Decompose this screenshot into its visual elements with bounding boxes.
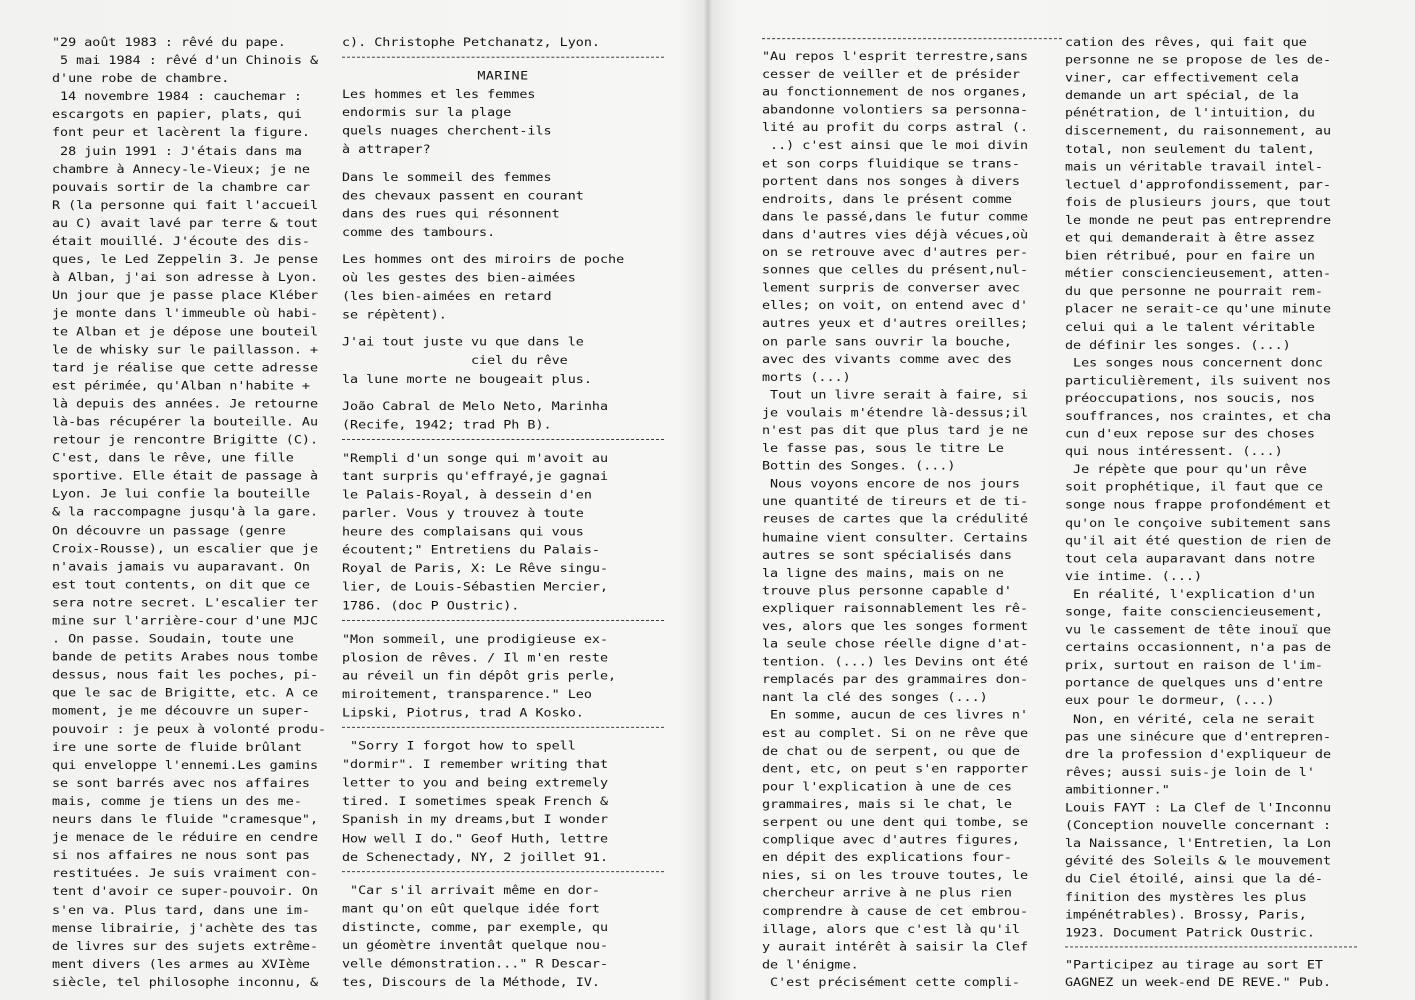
text-line: João Cabral de Melo Neto, Marinha: [342, 400, 609, 414]
text-line: au fonctionnement de nos organes,: [762, 86, 1029, 100]
text-line: ambitionner.": [1065, 784, 1170, 798]
text-line: dans des rues qui résonnent: [342, 207, 560, 222]
text-line: illage, alors que c'est là qu'il: [762, 923, 1020, 936]
text-line: je voulais m'étendre là-dessus;il: [762, 406, 1029, 420]
text-line: du Ciel étoilé, ainsi que la dé-: [1065, 873, 1323, 887]
text-line: & la raccompagne jusqu'à la gare.: [52, 506, 319, 520]
text-line: portance de quelques uns d'entre: [1065, 677, 1323, 691]
text-line: font peur et lacèrent la figure.: [52, 126, 310, 140]
text-line: (Conception nouvelle concernant :: [1065, 819, 1332, 833]
text-line: "Sorry I forgot how to spell: [342, 740, 576, 754]
text-line: Dans le sommeil des femmes: [342, 170, 552, 185]
text-line: mant qu'on eût quelque idée fort: [342, 902, 600, 916]
text-line: tard je réalise que cette adresse: [52, 361, 319, 375]
dashed-divider: [342, 439, 664, 449]
text-line: GAGNEZ un week-end DE REVE." Pub.: [1065, 976, 1332, 990]
text-line: avec des vivants comme avec des: [762, 353, 1012, 367]
text-line: le monde ne peut pas entreprendre: [1065, 214, 1332, 228]
text-line: nies, si on les trouve toutes, le: [762, 869, 1029, 883]
text-line: tired. I sometimes speak French &: [342, 795, 609, 809]
text-line: Les songes nous concernent donc: [1065, 357, 1323, 370]
text-line: moment, je me découvre un super-: [52, 705, 310, 719]
text-line: abandonne volontiers sa personna-: [762, 104, 1029, 117]
text-line: letter to you and being extremely: [342, 777, 609, 791]
text-line: rêves; aussi suis-je loin de l': [1065, 766, 1315, 780]
text-line: restituées. Je suis vraiment con-: [52, 868, 319, 881]
text-line: (les bien-aimées en retard: [342, 290, 552, 304]
text-line: personne ne se propose de les de-: [1065, 54, 1332, 67]
text-line: au C) avait lavé par terre & tout: [52, 217, 319, 231]
text-line: à Alban, j'ai son adresse à Lyon.: [52, 271, 319, 285]
text-line: particulièrement, ils suivent nos: [1065, 374, 1332, 388]
text-line: placer ne serait-ce qu'une minute: [1065, 303, 1332, 317]
text-line: On découvre un passage (genre: [52, 524, 286, 538]
text-line: velle démonstration..." R Descar-: [342, 958, 609, 972]
text-line: est périmée, qu'Alban n'habite +: [52, 380, 310, 393]
text-line: tant surpris qu'effrayé,je gagnai: [342, 470, 609, 484]
text-line: Les hommes ont des miroirs de poche: [342, 253, 625, 267]
text-line: du que personne ne pourrait rem-: [1065, 285, 1323, 299]
text-line: bien rétribué, pour en faire un: [1065, 250, 1315, 263]
text-line: tout cela auparavant dans notre: [1065, 552, 1315, 566]
text-line: nant la clé des songes (...): [762, 691, 988, 705]
text-line: se répètent).: [342, 308, 447, 323]
text-line: chercheur arrive à ne plus rien: [762, 887, 1012, 901]
text-line: "Au repos l'esprit terrestre,sans: [762, 50, 1029, 64]
text-line: lier, de Louis-Sébastien Mercier,: [342, 581, 609, 595]
text-line: ves, alors que les songes forment: [762, 620, 1029, 634]
text-line: mense librairie, j'achète des tas: [52, 922, 319, 936]
text-line: dent, etc, on peut s'en rapporter: [762, 763, 1029, 776]
text-line: quels nuages cherchent-ils: [342, 125, 552, 139]
text-line: est au complet. Si on ne rêve que: [762, 727, 1029, 741]
text-line: on se retrouve avec d'autres per-: [762, 246, 1029, 260]
text-line: écoutent;" Entretiens du Palais-: [342, 544, 600, 558]
text-line: C'est, dans le rêve, une fille: [52, 452, 294, 466]
text-line: préoccupations, nos soucis, nos: [1065, 392, 1315, 406]
text-line: sonnes que celles du présent,nul-: [762, 264, 1029, 278]
text-line: Spanish in my dreams,but I wonder: [342, 813, 609, 828]
text-line: au réveil un fin dépôt gris perle,: [342, 669, 617, 684]
text-line: de Schenectady, NY, 2 joillet 91.: [342, 850, 609, 864]
text-line: "Mon sommeil, une prodigieuse ex-: [342, 632, 609, 647]
dashed-divider: [342, 620, 664, 630]
text-line: où les gestes des bien-aimées: [342, 272, 576, 286]
text-line: Louis FAYT : La Clef de l'Inconnu: [1065, 802, 1332, 815]
text-line: soit prophétique, il faut que ce: [1065, 481, 1323, 495]
text-line: ..) c'est ainsi que le moi divin: [762, 139, 1029, 153]
text-line: finition des mystères les plus: [1065, 891, 1307, 904]
dashed-divider: [342, 871, 664, 881]
text-line: n'avais jamais vu auparavant. On: [52, 560, 310, 574]
text-line: En réalité, l'explication d'un: [1065, 588, 1315, 602]
text-line: escargots en papier, plats, qui: [52, 108, 302, 122]
text-line: (Recife, 1942; trad Ph B).: [342, 418, 552, 432]
text-line: complique avec d'autres figures,: [762, 834, 1020, 847]
text-line: mine sur l'arrière-cour d'une MJC: [52, 614, 319, 628]
text-line: J'ai tout juste vu que dans le: [342, 336, 584, 350]
text-line: eux pour le dormeur, (...): [1065, 695, 1275, 708]
text-line: qu'il ait été question de rien de: [1065, 535, 1332, 548]
text-line: sportive. Elle était de passage à: [52, 470, 319, 484]
text-line: ciel du rêve: [342, 354, 568, 368]
text-line: cation des rêves, qui fait que: [1065, 36, 1307, 50]
text-line: R (la personne qui fait l'accueil: [52, 199, 319, 213]
text-line: le Palais-Royal, à dessein d'en: [342, 488, 592, 503]
text-line: total, non seulement du talent,: [1065, 143, 1315, 157]
text-line: siècle, tel philosophe inconnu, &: [52, 976, 319, 990]
text-line: et son corps fluidique se trans-: [762, 157, 1020, 171]
text-line: fois de plusieurs jours, que tout: [1065, 196, 1332, 210]
text-line: "Car s'il arrivait même en dor-: [342, 884, 600, 898]
paragraph-gap: [342, 389, 664, 398]
paragraph-gap: [342, 160, 664, 169]
text-line: plosion de rêves. / Il m'en reste: [342, 651, 609, 665]
text-line: Croix-Rousse), un escalier que je: [52, 542, 319, 556]
text-line: 1786. (doc P Oustric).: [342, 599, 520, 613]
dashed-divider: [1065, 946, 1357, 956]
text-line: ire une sorte de fluide brûlant: [52, 741, 302, 755]
text-line: pouvoir : je peux à volonté produ-: [52, 723, 327, 737]
text-line: Tout un livre serait à faire, si: [762, 389, 1029, 402]
text-line: métier consciencieusement, atten-: [1065, 268, 1332, 281]
dashed-divider: [342, 57, 664, 67]
text-line: le fasse pas, sous le titre Le: [762, 442, 1004, 456]
text-line: la Naissance, l'Entretien, la Lon: [1065, 837, 1332, 851]
text-line: comme des tambours.: [342, 226, 496, 240]
text-line: sera notre secret. L'escalier ter: [52, 596, 319, 610]
text-line: grammaires, mais si le chat, le: [762, 798, 1012, 812]
text-line: c). Christophe Petchanatz, Lyon.: [342, 36, 600, 50]
text-line: C'est précisément cette compli-: [762, 976, 1020, 990]
text-line: se sont barrés avec nos affaires: [52, 777, 310, 791]
text-line: la lune morte ne bougeait plus.: [342, 373, 592, 387]
text-line: heure des complaisans qui vous: [342, 525, 584, 539]
text-line: s'en va. Plus tard, dans une im-: [52, 904, 310, 918]
text-line: de l'énigme.: [762, 958, 859, 972]
text-line: dans le passé,dans le futur comme: [762, 211, 1029, 224]
text-line: est tout contents, on dit que ce: [52, 578, 310, 592]
text-line: Royal de Paris, X: Le Rêve singu-: [342, 562, 609, 576]
text-line: là depuis des années. Je retourne: [52, 398, 319, 411]
text-line: Les hommes et les femmes: [342, 88, 536, 102]
text-line: mais un véritable travail intel-: [1065, 161, 1323, 174]
text-line: qui nous intéressent. (...): [1065, 446, 1283, 459]
text-line: était mouillé. J'écoute des dis-: [52, 235, 310, 249]
text-line: viner, car effectivement cela: [1065, 72, 1299, 85]
text-line: à attraper?: [342, 143, 431, 157]
text-line: songe, faite consciencieusement,: [1065, 606, 1323, 619]
text-line: endormis sur la plage: [342, 106, 512, 120]
text-line: pouvais sortir de la chambre car: [52, 181, 310, 195]
text-line: serpent ou une dent qui tombe, se: [762, 816, 1029, 830]
text-line: pénétration, de l'intuition, du: [1065, 107, 1315, 121]
text-line: certains occasionnent, n'a pas de: [1065, 641, 1332, 655]
text-line: How well I do." Geof Huth, lettre: [342, 832, 609, 846]
text-line: reuses de cartes que la crédulité: [762, 513, 1029, 527]
text-line: distincte, comme, par exemple, qu: [342, 921, 609, 935]
text-line: ques, le Led Zeppelin 3. Je pense: [52, 253, 319, 267]
text-line: autres se sont spécialisés dans: [762, 549, 1012, 563]
text-line: des chevaux passent en courant: [342, 189, 584, 203]
text-line: là-bas récupérer la bouteille. Au: [52, 416, 319, 430]
text-line: autres yeux et d'autres oreilles;: [762, 317, 1029, 331]
text-line: comprendre à cause de cet embrou-: [762, 905, 1029, 919]
text-line: 5 mai 1984 : rêvé d'un Chinois &: [52, 54, 319, 68]
text-line: tention. (...) les Devins ont été: [762, 656, 1029, 669]
text-line: que le sac de Brigitte, etc. A ce: [52, 687, 319, 701]
text-line: de chat ou de serpent, ou que de: [762, 745, 1020, 758]
text-line: la seule chose réelle digne d'at-: [762, 638, 1029, 652]
text-line: lité au profit du corps astral (.: [762, 122, 1029, 135]
text-line: et qui demanderait à être assez: [1065, 232, 1315, 246]
text-line: celui qui a le talent véritable: [1065, 321, 1315, 335]
text-line: pour l'explication à une de ces: [762, 780, 1012, 794]
text-line: humaine vient consulter. Certains: [762, 531, 1029, 545]
text-line: qui enveloppe l'ennemi.Les gamins: [52, 759, 319, 773]
text-line: "Participez au tirage au sort ET: [1065, 958, 1323, 972]
text-line: miroitement, transparence." Leo: [342, 688, 592, 702]
text-line: le de whisky sur le paillasson. +: [52, 343, 319, 357]
text-line: bande de petits Arabes nous tombe: [52, 651, 319, 664]
text-line: discernement, du raisonnement, au: [1065, 125, 1332, 139]
text-line: de définir les songes. (...): [1065, 339, 1291, 352]
text-line: endroits, dans le présent comme: [762, 193, 1012, 206]
text-line: une quantité de tireurs et de ti-: [762, 496, 1029, 509]
text-line: "Rempli d'un songe qui m'avoit au: [342, 452, 609, 466]
text-line: morts (...): [762, 371, 851, 385]
text-line: cesser de veiller et de présider: [762, 68, 1020, 82]
text-line: parler. Vous y trouvez à toute: [342, 507, 584, 521]
text-line: on parle sans ouvrir la bouche,: [762, 335, 1012, 349]
text-line: ment divers (les armes au XVIème: [52, 958, 310, 972]
fayt-quote-column-2: [1065, 34, 1357, 992]
text-line: gévité des Soleils & le mouvement: [1065, 855, 1332, 869]
text-line: tent d'avoir ce super-pouvoir. On: [52, 886, 319, 899]
text-line: vu le cassement de tête inouï que: [1065, 624, 1332, 637]
text-line: souffrances, nos craintes, et cha: [1065, 410, 1332, 424]
fayt-quote-column-1: [762, 34, 1062, 992]
text-line: "dormir". I remember writing that: [342, 758, 609, 772]
left-column-dream-journal: [52, 34, 332, 992]
text-line: demande un art spécial, de la: [1065, 89, 1299, 103]
text-line: portent dans nos songes à divers: [762, 175, 1020, 189]
text-line: lement surpris de converser avec: [762, 282, 1020, 296]
paragraph-gap: [342, 242, 664, 251]
text-line: En somme, aucun de ces livres n': [762, 709, 1029, 723]
text-line: te Alban et je dépose une bouteil: [52, 325, 319, 339]
poem-title: MARINE: [477, 69, 529, 84]
text-line: Un jour que je passe place Kléber: [52, 289, 319, 303]
text-line: prix, surtout en raison de l'im-: [1065, 659, 1323, 673]
text-line: 14 novembre 1984 : cauchemar :: [52, 90, 302, 104]
text-line: lectuel d'approfondissement, par-: [1065, 178, 1332, 192]
text-line: remplacés par des grammaires don-: [762, 674, 1029, 687]
text-line: "29 août 1983 : rêvé du pape.: [52, 36, 286, 50]
text-line: y aurait intérêt à saisir la Clef: [762, 941, 1029, 954]
text-line: dessus, nous fait les poches, pi-: [52, 669, 319, 683]
text-line: qu'on le conçoive subitement sans: [1065, 517, 1332, 530]
text-line: cun d'eux repose sur des choses: [1065, 428, 1315, 441]
text-line: 28 juin 1991 : J'étais dans ma: [52, 145, 302, 158]
paragraph-gap: [342, 325, 664, 334]
text-line: expliquer raisonnablement les rê-: [762, 602, 1029, 616]
left-page: [0, 0, 706, 1000]
dashed-divider: [342, 727, 664, 737]
text-line: Lyon. Je lui confie la bouteille: [52, 488, 310, 502]
text-line: pas une sinécure que d'entrepren-: [1065, 730, 1332, 744]
text-line: songe nous frappe profondément et: [1065, 499, 1332, 513]
right-page: [709, 0, 1415, 1000]
text-line: Je répète que pour qu'un rêve: [1065, 463, 1307, 477]
text-line: Lipski, Piotrus, trad A Kosko.: [342, 706, 584, 720]
right-column-quotes: [342, 34, 664, 992]
text-line: si nos affaires ne nous sont pas: [52, 849, 310, 863]
dashed-divider: [762, 38, 1062, 48]
text-line: je menace de le réduire en cendre: [52, 831, 319, 845]
text-line: dans d'autres vies déjà vécues,où: [762, 228, 1029, 242]
text-line: la ligne des mains, mais on ne: [762, 567, 1004, 580]
text-line: n'est pas dit que plus tard je ne: [762, 424, 1029, 438]
text-line: d'une robe de chambre.: [52, 72, 230, 86]
text-line: de livres sur des sujets extrême-: [52, 940, 319, 954]
text-line: . On passe. Soudain, toute une: [52, 633, 294, 646]
text-line: chambre à Annecy-le-Vieux; je ne: [52, 163, 310, 176]
text-line: neurs dans le fluide "cramesque",: [52, 813, 319, 827]
text-line: Non, en vérité, cela ne serait: [1065, 713, 1315, 726]
text-line: Nous voyons encore de nos jours: [762, 478, 1020, 491]
text-line: mais, comme je tiens un des me-: [52, 795, 302, 809]
text-line: dre la profession d'expliqueur de: [1065, 748, 1332, 762]
text-line: 1923. Document Patrick Oustric.: [1065, 926, 1315, 940]
text-line: un géomètre inventât quelque nou-: [342, 939, 609, 953]
text-line: en dépit des explications four-: [762, 852, 1012, 865]
text-line: trouve plus personne capable d': [762, 585, 1012, 598]
text-line: tes, Discours de la Méthode, IV.: [342, 976, 600, 990]
text-line: elles; on voit, on entend avec d': [762, 300, 1029, 313]
text-line: vie intime. (...): [1065, 570, 1203, 584]
text-line: Bottin des Songes. (...): [762, 460, 956, 474]
text-line: je monte dans l'immeuble où habi-: [52, 307, 319, 321]
text-line: impénétrables). Brossy, Paris,: [1065, 908, 1307, 922]
text-line: retour je rencontre Brigitte (C).: [52, 434, 319, 448]
